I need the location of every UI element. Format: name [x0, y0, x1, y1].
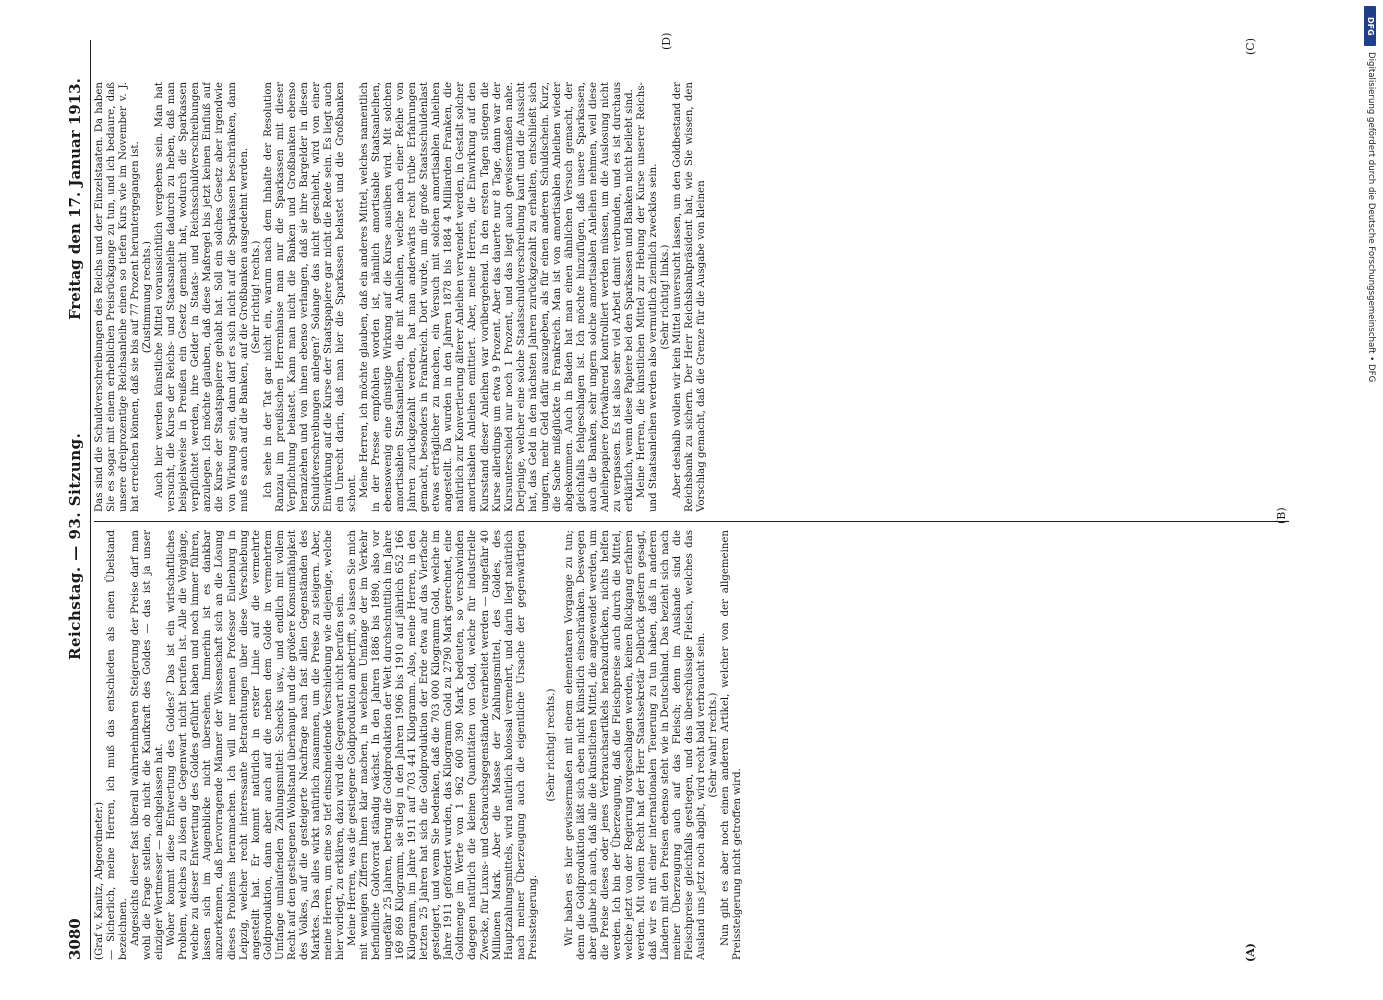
- paragraph: Auch hier werden künstliche Mittel voraussichtlich vergebens sein. Man hat versucht, die Kurse der Reichs- und Staatsanleihe dadurch zu heben, daß man beispielsweise in Preußen ein Gesetz gemacht hat, wodurch die Sparkassen verpflichtet werden, ihre Gelder in Staats- und Reichsschuldverschreibungen anzulegen. Ich möchte glauben, daß diese Maßregel bis jetzt keinen Einfluß auf die Kurse der Staatspapiere gehabt hat. Soll ein solches Gesetz aber irgendwie von Wirkung sein, dann darf es sich nicht auf die Sparkassen beschränken, dann muß es auch auf die Banken, auf die Großbanken ausgedehnt werden.: [154, 82, 250, 512]
- page-number: 3080: [66, 918, 84, 960]
- interjection: (Sehr richtig! rechts.): [545, 688, 557, 802]
- session-date: Freitag den 17. Januar 1913.: [66, 78, 84, 320]
- margin-marker-d: (D): [660, 32, 673, 50]
- paragraph: Aber deshalb wollen wir kein Mittel unversucht lassen, um den Goldbestand der Reichsbank zu sichern. Der Herr Reichsbankpräsident hat, wie Sie wissen, den Vorschlag gemacht, daß die Grenze für die Ausgabe von kleinen: [672, 82, 708, 512]
- paragraph: Angesichts dieser fast überall wahrnehmbaren Steigerung der Preise darf man wohl die Frage stellen, ob nicht die Kaufkraft des Goldes — das ist ja unser einziger Wertmesser — nachgelassen hat.: [130, 530, 166, 960]
- paragraph: Meine Herren, ich möchte glauben, daß ein anderes Mittel, welches namentlich in der Presse empfohlen worden ist, nämlich amortisable Staatsanleihen, ebensowenig eine günstige Wirkung auf die Kurse ausüben wird. Mit solchen amortisablen Staatsanleihen, die mit Anleihen, welche nach einer Reihe von Jahren zurückgezahlt werden, hat man anderwärts recht trübe Erfahrungen gemacht, besonders in Frankreich. Dort wurde, um die große Staatsschuldenlast etwas erträglicher zu machen, ein Versuch mit solchen amortisablen Anleihen angestellt. Da wurden in den Jahren 1878 bis 1884 4 Milliarden Franken, die natürlich zur Konvertierung älterer Anleihen verwendet werden, in Gestalt solcher amortisablen Anleihen emittiert. Aber, meine Herren, die Einwirkung auf den Kursstand dieser Anleihen war vorübergehend. In den ersten Tagen stiegen die Kurse allerdings um etwa 9 Prozent. Aber das dauerte nur 8 Tage, dann war der Kursunterschied nur noch 1 Prozent, und das liegt auch gewissermaßen nahe. Derjenige, welcher eine solche Staatsschuldverschreibung kauft und die Aussicht hat, das Geld in den nächsten Jahren zurückgezahlt zu erhalten, entschließt sich ungern, mehr Geld dafür auszugeben, als für einen anderen Schuldschein. Kurz, die Sache mißglückte in Frankreich. Man ist von amortisablen Anleihen wieder abgekommen. Auch in Baden hat man einen ähnlichen Versuch gemacht, der gleichfalls fehlgeschlagen ist. Ich möchte hinzufügen, daß unsere Sparkassen, auch die Banken, sehr ungern solche amortisablen Anleihen nehmen, weil diese Anleihepapiere fortwährend kontrolliert werden müssen, um die Auslosung nicht zu verpassen. Es ist also sehr viel Arbeit damit verbunden, und es ist durchaus erklärlich, wenn diese Papiere bei den Sparkassen und Banken nicht beliebt sind.: [359, 82, 636, 512]
- paragraph: Meine Herren, was die gestiegene Goldproduktion anbetrifft, so lassen Sie mich mit wenigen Ziffern Ihnen klar machen, in welchem Umfange der im Verkehr befindliche Goldvorrat ständig wächst. In den Jahren 1886 bis 1890, also vor ungefähr 25 Jahren, betrug die Goldproduktion der Welt durchschnittlich im Jahre 169 869 Kilogramm, sie stieg in den Jahren 1906 bis 1910 auf jährlich 652 166 Kilogramm, im Jahre 1911 auf 703 441 Kilogramm. Also, meine Herren, in den letzten 25 Jahren hat sich die Goldproduktion der Erde etwa auf das Vierfache gesteigert, und wenn Sie bedenken, daß die 703 000 Kilogramm Gold, welche im Jahre 1911 gefördert wurden, das Kilogramm Gold zu 2790 Mark gerechnet, eine Goldmenge im Werte von 1 962 600 390 Mark bedeuten, so verschwinden dagegen natürlich die kleinen Quantitäten von Gold, welche für industrielle Zwecke, für Luxus- und Gebrauchsgegenstände verarbeitet werden — ungefähr 40 Millionen Mark. Aber die Masse der Zahlungsmittel, des Goldes, des Hauptzahlungsmittels, wird natürlich kolossal vermehrt, und darin liegt natürlich nach meiner Überzeugung auch die eigentliche Ursache der gegenwärtigen Preissteigerung.: [346, 530, 539, 960]
- interjection: (Sehr wahr! rechts.): [708, 692, 720, 798]
- paragraph: Nun gibt es aber noch einen anderen Artikel, welcher von der allgemeinen Preissteigerung nicht getroffen wird.: [720, 530, 744, 960]
- page-title: Reichstag. — 93. Sitzung.: [66, 432, 84, 660]
- column-divider: [94, 521, 1289, 522]
- paragraph: Das sind die Schuldverschreibungen des Reichs und der Einzelstaaten. Da haben Sie es sogar mit einem erheblichen Preisrückgange zu tun, und ich bedaure, daß unsere dreiprozentige Reichsanleihe einen so tiefen Kurs wie im November v. J. hat erreichen können, daß sie bis auf 77 Prozent heruntergegangen ist.: [94, 82, 142, 512]
- dfg-logo: DFG: [1364, 6, 1376, 46]
- speaker-note: (Graf v. Kanitz, Abgeordneter.): [94, 801, 105, 960]
- paragraph: Ich sehe in der Tat gar nicht ein, warum nach dem Inhalte der Resolution Ranzau im preußischen Herrenhause man nur die Sparkassen mit dieser Verpflichtung belastet. Kann man nicht die Banken und Großbanken ebenso heranziehen und von ihnen ebenso verlangen, daß sie ihre Bargelder in diesen Schuldverschreibungen anlegen? Solange das nicht geschieht, wird von einer Einwirkung auf die Kurse der Staatspapiere gar nicht die Rede sein. Es liegt auch ein Unrecht darin, daß man hier die Sparkassen belastet und die Großbanken schont.: [262, 82, 358, 512]
- margin-marker-c: (C): [1244, 38, 1257, 55]
- interjection: (Sehr richtig! rechts.): [250, 240, 262, 354]
- paragraph: Woher kommt diese Entwertung des Goldes? Das ist ein wirtschaftliches Problem, welches zu lösen die Gegenwart nicht berufen ist. Alle die Vorgänge, welche zu dieser Entwertung des Goldes geführt haben und noch immer führen, lassen sich im Augenblicke nicht übersehen. Immerhin ist es dankbar anzuerkennen, daß hervorragende Männer der Wissenschaft sich an die Lösung dieses Problems heranmachen. Ich will nur nennen Professor Eulenburg in Leipzig, welcher recht interessante Betrachtungen über diese Verschiebung angestellt hat. Er kommt natürlich in erster Linie auf die vermehrte Goldproduktion, dann aber auch auf die neben dem Golde in vermehrtem Umfange umlaufenden Zahlungsmittel: Schecks usw., und endlich mit vollem Recht auf den gestiegenen Wohlstand überhaupt und die größere Konsumfähigkeit des Volkes, auf die gesteigerte Nachfrage nach fast allen Gegenständen des Marktes. Das alles wirkt natürlich zusammen, um die Preise zu steigern. Aber, meine Herren, um eine so tief einschneidende Verschiebung wie diejenige, welche hier vorliegt, zu erklären, dazu wird die Gegenwart nicht berufen sein.: [166, 530, 346, 960]
- margin-marker-a: (A): [1244, 943, 1257, 962]
- margin-marker-b: (B): [1275, 507, 1288, 524]
- page-header: [60, 40, 91, 960]
- left-column: [94, 530, 1289, 960]
- rotated-page-content: [60, 32, 1290, 962]
- interjection: (Sehr richtig! links.): [660, 244, 672, 350]
- right-column: [94, 82, 1289, 512]
- paragraph: Meine Herren, die künstlichen Mittel zur Hebung der Kurse unserer Reichs- und Staatsanleihen werden also vermutlich ziemlich zwecklos sein.: [636, 82, 660, 512]
- interjection: (Zustimmung rechts.): [142, 240, 154, 354]
- paragraph: Wir haben es hier gewissermaßen mit einem elementaren Vorgange zu tun; denn die Goldproduktion läßt sich eben nicht künstlich einschränken. Deswegen aber glaube ich auch, daß alle die künstlichen Mittel, die angewendet werden, um die Preise dieses oder jenes Verbrauchsartikels herabzudrücken, nichts helfen werden. Ich bin der Überzeugung, daß die Fleischpreise auch durch die Mittel, welche jetzt von der Regierung vorgeschlagen werden, keinen Rückgang erfahren werden. Mit vollem Recht hat der Herr Staatssekretär Delbrück gestern gesagt, daß wir es mit einer internationalen Teuerung zu tun haben, daß in anderen Ländern mit den Preisen ebenso steht wie in Deutschland. Das bezieht sich nach meiner Überzeugung auch auf das Fleisch; denn im Auslande sind die Fleischpreise gleichfalls gestiegen, und das überschüssige Fleisch, welches das Ausland uns jetzt noch abgibt, wird recht bald verbraucht sein.: [563, 530, 708, 960]
- paragraph: — Sicherlich, meine Herren, ich muß das entschieden als einen Übelstand bezeichnen.: [106, 530, 130, 960]
- digitization-note: Digitalisierung gefördert durch die Deutsche Forschungsgemeinschaft • DFG: [1366, 52, 1376, 383]
